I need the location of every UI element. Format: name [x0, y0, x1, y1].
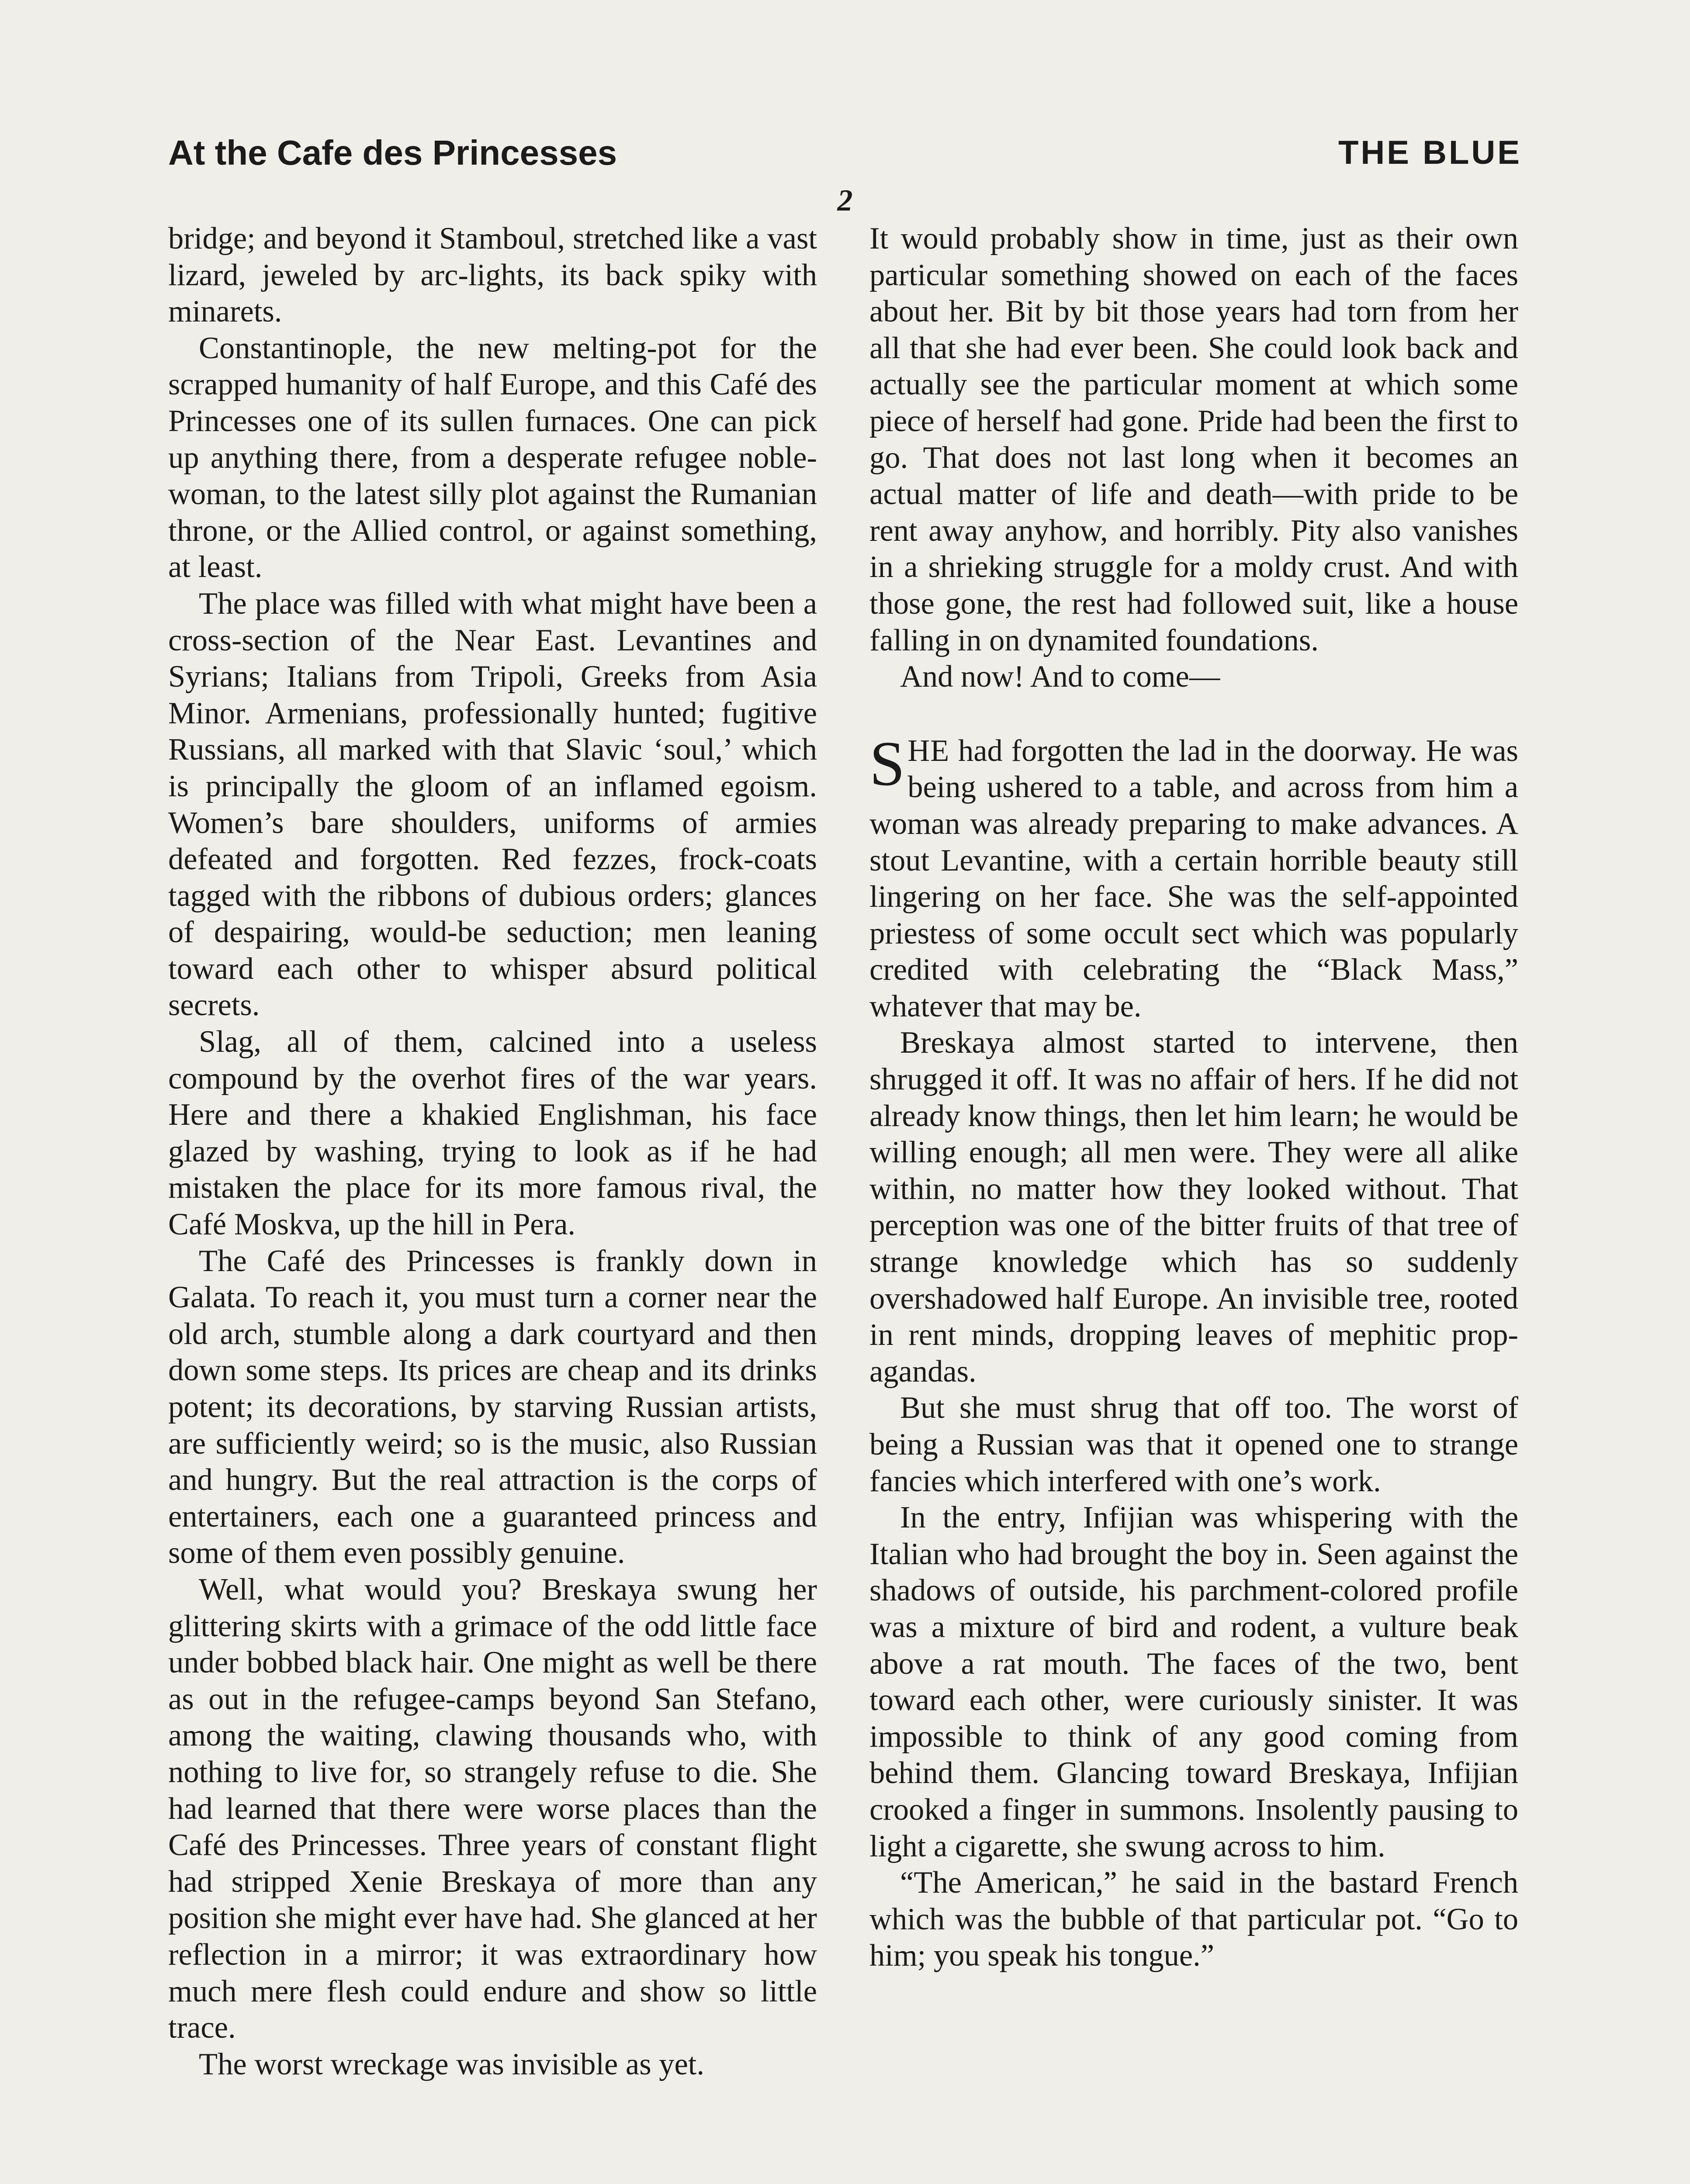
page-number: 2 [837, 184, 853, 218]
magazine-name: THE BLUE [1338, 134, 1522, 171]
paragraph: But she must shrug that off too. The worst of being a Russian was that it opened one to strange fancies which interfered with one’s work. [869, 1391, 1518, 1498]
paragraph: The worst wreckage was invisible as yet. [199, 2047, 705, 2081]
section-opening-paragraph [869, 728, 1518, 1025]
paragraph: And now! And to come— [900, 660, 1220, 694]
paragraph: It would probably show in time, just as their own particular something showed on each of the faces about her. Bit by bit those years had torn from her all that she had ever been. She could look back and actually see the particular moment at which some piece of herself had gone. Pride had been the first to go. That does not last long when it becomes an actual matter of life and death—with pride to be rent away anyhow, and horribly. Pity also vanishes in a shrieking struggle for a moldy crust. And with those gone, the rest had followed suit, like a house falling in on dynamited foundations. [869, 221, 1518, 657]
paragraph: Slag, all of them, calcined into a useless compound by the overhot fires of the war years. Here and there a khakied Englishman, his face glazed by washing, trying to look as if he had mistaken the place for its more famous rival, the Café Moskva, up the hill in Pera. [168, 1025, 817, 1242]
paragraph: The place was filled with what might have been a cross-section of the Near East. Levantines and Syrians; Italians from Tripoli, Greeks from Asia Minor. Armenians, professionally hunted; fugitive Russians, all marked with that Slavic ‘soul,’ which is principally the gloom of an inflamed egoism. Women’s bare shoulders, uniforms of armies defeated and forgotten. Red fezzes, frock-coats tagged with the ribbons of dubious orders; glances of despairing, would-be seduction; men leaning toward each other to whisper absurd political secrets. [168, 586, 817, 1023]
paragraph: In the entry, Infijian was whispering with the Italian who had brought the boy in. Seen against the shadows of outside, his parchment-colored profile was a mixture of bird and rodent, a vulture beak above a rat mouth. The faces of the two, bent toward each other, were curiously sinister. It was impossible to think of any good coming from behind them. Glancing toward Breskaya, Infijian crooked a finger in summons. Insolently pausing to light a cigarette, she swung across to him. [869, 1500, 1518, 1863]
paragraph: Breskaya almost started to intervene, then shrugged it off. It was no affair of hers. If he did not already know things, then let him learn; he would be willing enough; all men were. They were all alike within, no matter how they looked without. That perception was one of the bitter fruits of that tree of strange knowledge which has so suddenly overshadowed half Europe. An invisible tree, rooted in rent minds, dropping leaves of mephitic propagandas. [869, 1026, 1518, 1389]
right-column [869, 221, 1518, 1974]
drop-cap: S [869, 728, 905, 799]
opening-word-rest: HE [907, 733, 950, 768]
paragraph: bridge; and beyond it Stamboul, stretched like a vast lizard, jeweled by arc-lights, its back spiky with minarets. [168, 221, 817, 329]
story-title: At the Cafe des Princesses [168, 133, 617, 172]
paragraph: “The American,” he said in the bastard French which was the bubble of that particular pot. “Go to him; you speak his tongue.” [869, 1866, 1518, 1973]
left-column [168, 221, 817, 2083]
running-head [168, 131, 1522, 183]
paragraph: The Café des Princesses is frankly down in Galata. To reach it, you must turn a corner near the old arch, stumble along a dark courtyard and then down some steps. Its prices are cheap and its drinks potent; its decorations, by starving Russian artists, are sufficiently weird; so is the music, also Russian and hungry. But the real attraction is the corps of entertainers, each one a guaranteed princess and some of them even possibly genuine. [168, 1244, 817, 1570]
paragraph: Constantinople, the new melting-pot for the scrapped humanity of half Europe, and this Café des Princesses one of its sullen furnaces. One can pick up anything there, from a desperate refugee noblewoman, to the latest silly plot against the Rumanian throne, or the Allied control, or against something, at least. [168, 331, 817, 584]
paragraph: Well, what would you? Breskaya swung her glittering skirts with a grimace of the odd little face under bobbed black hair. One might as well be there as out in the refugee-camps beyond San Stefano, among the waiting, clawing thousands who, with nothing to live for, so strangely refuse to die. She had learned that there were worse places than the Café des Princesses. Three years of constant flight had stripped Xenie Breskaya of more than any position she might ever have had. She glanced at her reflection in a mirror; it was extraordinary how much mere flesh could endure and show so little trace. [168, 1572, 817, 2045]
opening-text: had forgotten the lad in the doorway. He was being ushered to a table, and across from him a woman was already preparing to make advances. A stout Levantine, with a certain horrible beauty still lingering on her face. She was the self-appointed priestess of some occult sect which was popularly credited with celebrating the “Black Mass,” whatever that may be. [869, 733, 1518, 1023]
